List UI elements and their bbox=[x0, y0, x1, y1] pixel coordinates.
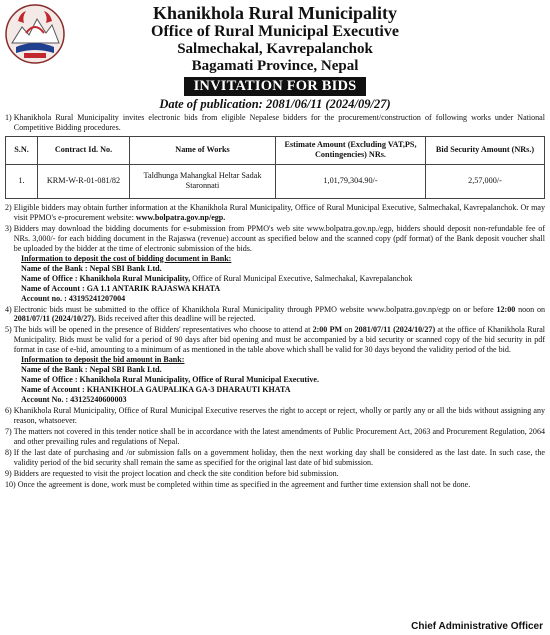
paragraph-6: 6) Khanikhola Rural Municipality, Office of Rural Municipal Executive reserves the right to accept or reject, wholly or partly any or all the bids without assigning any reason, whatsoever. bbox=[5, 406, 545, 426]
works-table bbox=[5, 136, 545, 199]
paragraph-7: 7) The matters not covered in this tender notice shall be in accordance with the latest amendments of Public Procurement Act, 2063 and Procurement Regulation, 2064 and other prevailing rules and regulations of Nepal. bbox=[5, 427, 545, 447]
letterhead bbox=[5, 3, 545, 96]
paragraph-2: 2) Eligible bidders may obtain further information at the Khanikhola Rural Municipality, Office of Rural Municipal Executive, Salmechakal, Kavrepalanchok. Or may visit PPMO's e-procurement website: www.bolpatra.gov.np/egp. bbox=[5, 202, 545, 222]
office-name: Office of Rural Municipal Executive bbox=[151, 23, 399, 41]
table-header-cell: Contract Id. No. bbox=[38, 136, 130, 164]
table-cell: Taldhunga Mahangkal Heltar Sadak Staronnati bbox=[130, 164, 276, 198]
table-cell: KRM-W-R-01-081/82 bbox=[38, 164, 130, 198]
notice-title: INVITATION FOR BIDS bbox=[184, 77, 367, 96]
office-location: Salmechakal, Kavrepalanchok bbox=[177, 41, 373, 58]
paragraph-9: 9) Bidders are requested to visit the project location and check the site condition before bid submission. bbox=[5, 469, 339, 479]
table-header-cell: Name of Works bbox=[130, 136, 276, 164]
paragraph-10: 10) Once the agreement is done, work must be completed within time as specified in the agreement and further time extension shall not be done. bbox=[5, 479, 471, 489]
table-header-cell: Estimate Amount (Excluding VAT,PS, Contingencies) NRs. bbox=[276, 136, 426, 164]
bank-info-heading: Information to deposit the cost of bidding document in Bank: bbox=[21, 253, 232, 263]
table-header-cell: S.N. bbox=[6, 136, 38, 164]
table-cell: 1,01,79,304.90/- bbox=[276, 164, 426, 198]
paragraph-8: 8) If the last date of purchasing and /or submission falls on a government holiday, then the next working day shall be considered as the last date. In such case, the validity period of the bid security shall remain the same as specified for the original last date of bid submission. bbox=[5, 448, 545, 468]
paragraph-3: 3) Bidders may download the bidding documents for e-submission from PPMO's web site www.bolpatra.gov.np./egp, bidders should deposit non-refundable fee of NRs. 3,000/- for each bidding document in the Rajaswa (revenue) account as specified below and the scanned copy (pdf format) of the Bank deposit voucher shall be uploaded by the bidder at the time of electronic submission of the bids. bbox=[5, 223, 545, 253]
province-line: Bagamati Province, Nepal bbox=[191, 57, 359, 74]
paragraph-4: 4) Electronic bids must be submitted to the office of Khanikhola Rural Municipality through PPMO website www.bolpatra.gov.np/egp on or before 12:00 noon on 2081/07/11 (2024/10/27). Bids received after this deadline will be rejected. bbox=[5, 304, 546, 324]
table-cell: 2,57,000/- bbox=[426, 164, 545, 198]
paragraph-5: 5) The bids will be opened in the presence of Bidders' representatives who choose to attend at 2:00 PM on 2081/07/11 (2024/10/27) at the office of Khanikhola Rural Municipality. Bids must be valid for a period of 90 days after bid opening and must be accompanied by a bid security or scanned copy of the bid security in pdf format in case of e-bid, amounting to a minimum of as mentioned in the table above which shall be valid for 30 days beyond the validity period of the bid. bbox=[5, 325, 545, 355]
table-header-row bbox=[6, 136, 545, 164]
table-row bbox=[6, 164, 545, 198]
egp-link[interactable]: www.bolpatra.gov.np/egp. bbox=[135, 212, 226, 222]
publication-date: Date of publication: 2081/06/11 (2024/09/27) bbox=[159, 96, 391, 111]
table-cell: 1. bbox=[6, 164, 38, 198]
bank-info-heading: Information to deposit the bid amount in Bank: bbox=[21, 355, 185, 365]
bank-info-bid-security: Information to deposit the bid amount in Bank: Name of the Bank : Nepal SBI Bank Ltd. Name of Office : Khanikhola Rural Municipality, Office of Rural Municipal Executive. Name of Account : KHANIKHOLA GAUPALIKA GA-3 DHARAUTI KHATA Account No. : 43125240600003 bbox=[5, 355, 545, 405]
bank-info-document-fee: Information to deposit the cost of bidding document in Bank: Name of the Bank : Nepal SBI Bank Ltd. Name of Office : Khanikhola Rural Municipality, Office of Rural Municipal Executive, Salmechakal, Kavrepalanchok Name of Account : GA 1.1 ANTARIK RAJASWA KHATA Account no. : 43195241207004 bbox=[5, 254, 545, 304]
nepal-emblem-icon bbox=[4, 3, 66, 65]
paragraph-1: 1) Khanikhola Rural Municipality invites electronic bids from eligible Nepalese bidders for the procurement/construction of following works under National Competitive Bidding procedures. bbox=[5, 112, 545, 132]
table-header-cell: Bid Security Amount (NRs.) bbox=[426, 136, 545, 164]
notice-body bbox=[5, 113, 545, 490]
signature-title: Chief Administrative Officer bbox=[411, 621, 543, 632]
municipality-name: Khanikhola Rural Municipality bbox=[152, 3, 398, 23]
